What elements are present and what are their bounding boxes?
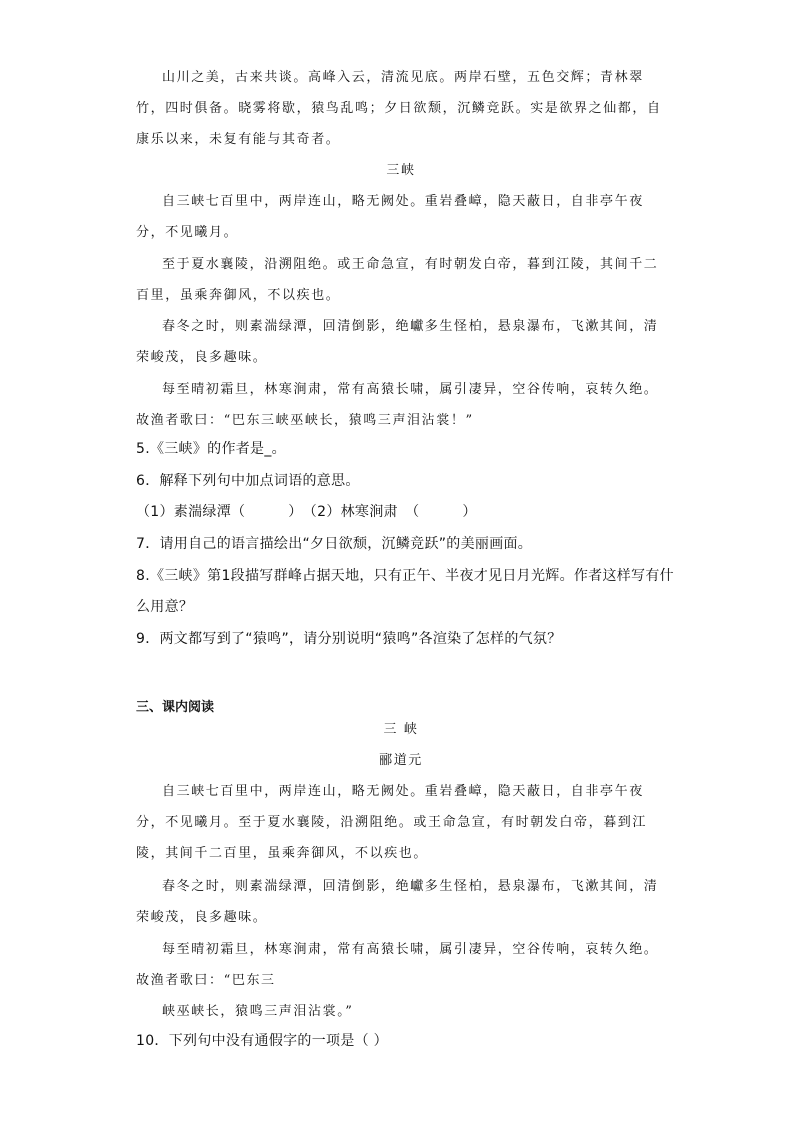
section3-paragraph-3: 每至晴初霜旦，林寒涧肃，常有高猿长啸，属引凄异，空谷传响，哀转久绝。故渔者歌曰：“巴东三	[136, 942, 659, 988]
section3-paragraph-2: 春冬之时，则素湍绿潭，回清倒影，绝巘多生怪柏，悬泉瀑布，飞漱其间，清荣峻茂，良多趣味。	[136, 879, 659, 925]
question-6: 6．解释下列句中加点词语的意思。	[136, 473, 360, 489]
question-9: 9．两文都写到了“猿鸣”，请分别说明“猿鸣”各渲染了怎样的气氛？	[136, 631, 562, 647]
section3-title: 三 峡	[383, 722, 419, 737]
question-10: 10．下列句中没有通假字的一项是（ ）	[136, 1033, 388, 1049]
passage2-title: 三峡	[386, 163, 416, 178]
passage2-paragraph-2: 至于夏水襄陵，沿溯阻绝。或王命急宣，有时朝发白帝，暮到江陵，其间千二百里，虽乘奔御风，不以疾也。	[136, 257, 659, 303]
section3-paragraph-3b: 峡巫峡长，猿鸣三声泪沾裳。”	[162, 1004, 354, 1019]
section3-author: 郦道元	[379, 753, 423, 768]
question-5: 5.《三峡》的作者是_。	[136, 441, 286, 457]
question-7: 7．请用自己的语言描绘出“夕日欲颓，沉鳞竞跃”的美丽画面。	[136, 536, 533, 552]
passage2-paragraph-3: 春冬之时，则素湍绿潭，回清倒影，绝巘多生怪柏，悬泉瀑布，飞漱其间，清荣峻茂，良多趣味。	[136, 319, 659, 365]
passage2-paragraph-1: 自三峡七百里中，两岸连山，略无阙处。重岩叠嶂，隐天蔽日，自非亭午夜分，不见曦月。	[136, 194, 644, 240]
section-3-heading: 三、课内阅读	[136, 700, 215, 715]
passage1-paragraph: 山川之美，古来共谈。高峰入云，清流见底。两岸石壁，五色交辉；青林翠竹，四时俱备。晓雾将歇，猿鸟乱鸣；夕日欲颓，沉鳞竞跃。实是欲界之仙都，自康乐以来，未复有能与其奇者。	[136, 70, 662, 147]
passage2-paragraph-4: 每至晴初霜旦，林寒涧肃，常有高猿长啸，属引凄异，空谷传响，哀转久绝。故渔者歌曰：“巴东三峡巫峡长，猿鸣三声泪沾裳！”	[136, 382, 659, 428]
section3-paragraph-1: 自三峡七百里中，两岸连山，略无阙处。重岩叠嶂，隐天蔽日，自非亭午夜分，不见曦月。至于夏水襄陵，沿溯阻绝。或王命急宣，有时朝发白帝，暮到江陵，其间千二百里，虽乘奔御风，不以疾也。	[136, 784, 648, 861]
question-8: 8.《三峡》第1段描写群峰占据天地，只有正午、半夜才见日月光辉。作者这样写有什么用意？	[136, 568, 674, 615]
question-6-items: （1）素湍绿潭（ ） （2）林寒涧肃 （ ）	[136, 504, 477, 520]
